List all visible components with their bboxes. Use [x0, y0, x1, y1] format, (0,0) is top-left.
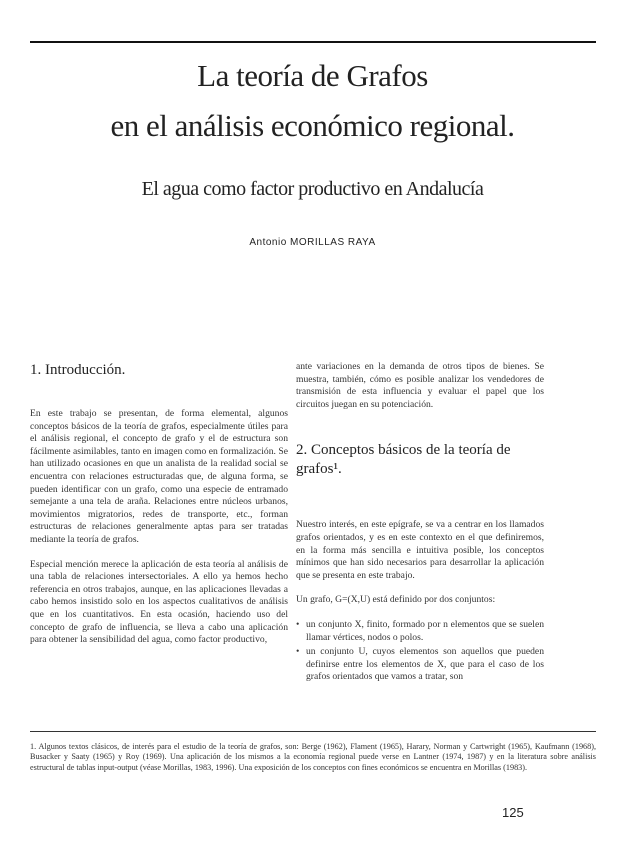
section-2-paragraph: Nuestro interés, en este epígrafe, se va a centrar en los llamados grafos orientados, y es en este contexto en el que definiremos, en la forma más sencilla e intuitiva posible, los conceptos mínimos que han sido necesarios para desarrollar la aplicación que se presenta en este trabajo.	[296, 519, 544, 581]
title-line-1: La teoría de Grafos	[197, 58, 428, 93]
author: Antonio MORILLAS RAYA	[249, 237, 376, 248]
list-item-text: un conjunto X, finito, formado por n elementos que se suelen llamar vértices, nodos o polos.	[306, 618, 544, 643]
bullet-icon: •	[296, 618, 300, 630]
section-1-continuation: ante variaciones en la demanda de otros tipos de bienes. Se muestra, también, cómo es posible analizar los vendedores de transmisión de esta influencia y evaluar el papel que los circuitos juegan en su potenciación.	[296, 361, 544, 410]
section-1-heading: 1. Introducción.	[30, 362, 126, 378]
footnote-rule	[30, 731, 596, 732]
list-item	[296, 619, 544, 644]
left-column	[30, 361, 288, 647]
list-item	[296, 646, 544, 684]
bullet-icon: •	[296, 646, 300, 658]
right-column	[296, 361, 544, 686]
definition-list	[296, 619, 544, 684]
top-rule	[30, 41, 596, 43]
footnote: 1. Algunos textos clásicos, de interés para el estudio de la teoría de grafos, son: Berge (1962), Flament (1965), Harary, Norman y Cartwright (1965), Kaufmann (1968), Busacker y Saaty (1965) y Roy (1969). Una aplicación de los mismos a la economía regional puede verse en Lantner (1974, 1987) y en la literatura sobre análisis estructural de tablas input-output (véase Morillas, 1983, 1996). Una exposición de los conceptos con fines económicos se encuentra en Morillas (1983).	[30, 742, 596, 772]
section-2-heading: 2. Conceptos básicos de la teoría de grafos¹.	[296, 442, 511, 478]
list-item-text: un conjunto U, cuyos elementos son aquellos que pueden definirse entre los elementos de X, que para el caso de los grafos orientados que vamos a tratar, son	[306, 646, 544, 683]
section-2-paragraph: Un grafo, G=(X,U) está definido por dos conjuntos:	[296, 594, 496, 606]
section-1-paragraph: Especial mención merece la aplicación de esta teoría al análisis de una tabla de relaciones intersectoriales. A ello ya hemos hecho referencia en otros trabajos, aunque, en las aplicaciones llevadas a cabo hemos insistido solo en los aspectos cualitativos de análisis que en los cuantitativos. En esta ocasión, haciendo uso del concepto de grafo de influencia, se lleva a cabo una aplicación para obtener la sensibilidad del agua, como factor productivo,	[30, 558, 288, 646]
title-line-2: en el análisis económico regional.	[110, 108, 515, 143]
page-number: 125	[502, 805, 524, 820]
subtitle: El agua como factor productivo en Andalucía	[141, 178, 484, 200]
section-1-paragraph: En este trabajo se presentan, de forma elemental, algunos conceptos básicos de la teoría de grafos, especialmente útiles para el análisis regional, el concepto de grafo y el de estructura son fácilmente asimilables, tanto en imagen como en formalización. Se han utilizado ocasiones en que un analista de la realidad social se encuentra con relaciones estructuradas que, de alguna forma, se pueden identificar con un grafo, como una especie de entramado semejante a una tela de araña. Relaciones entre núcleos urbanos, movimientos migratorios, redes de transporte, etc., forman estructuras de relaciones generalmente aptas para ser tratadas mediante la teoría de grafos.	[30, 408, 288, 545]
